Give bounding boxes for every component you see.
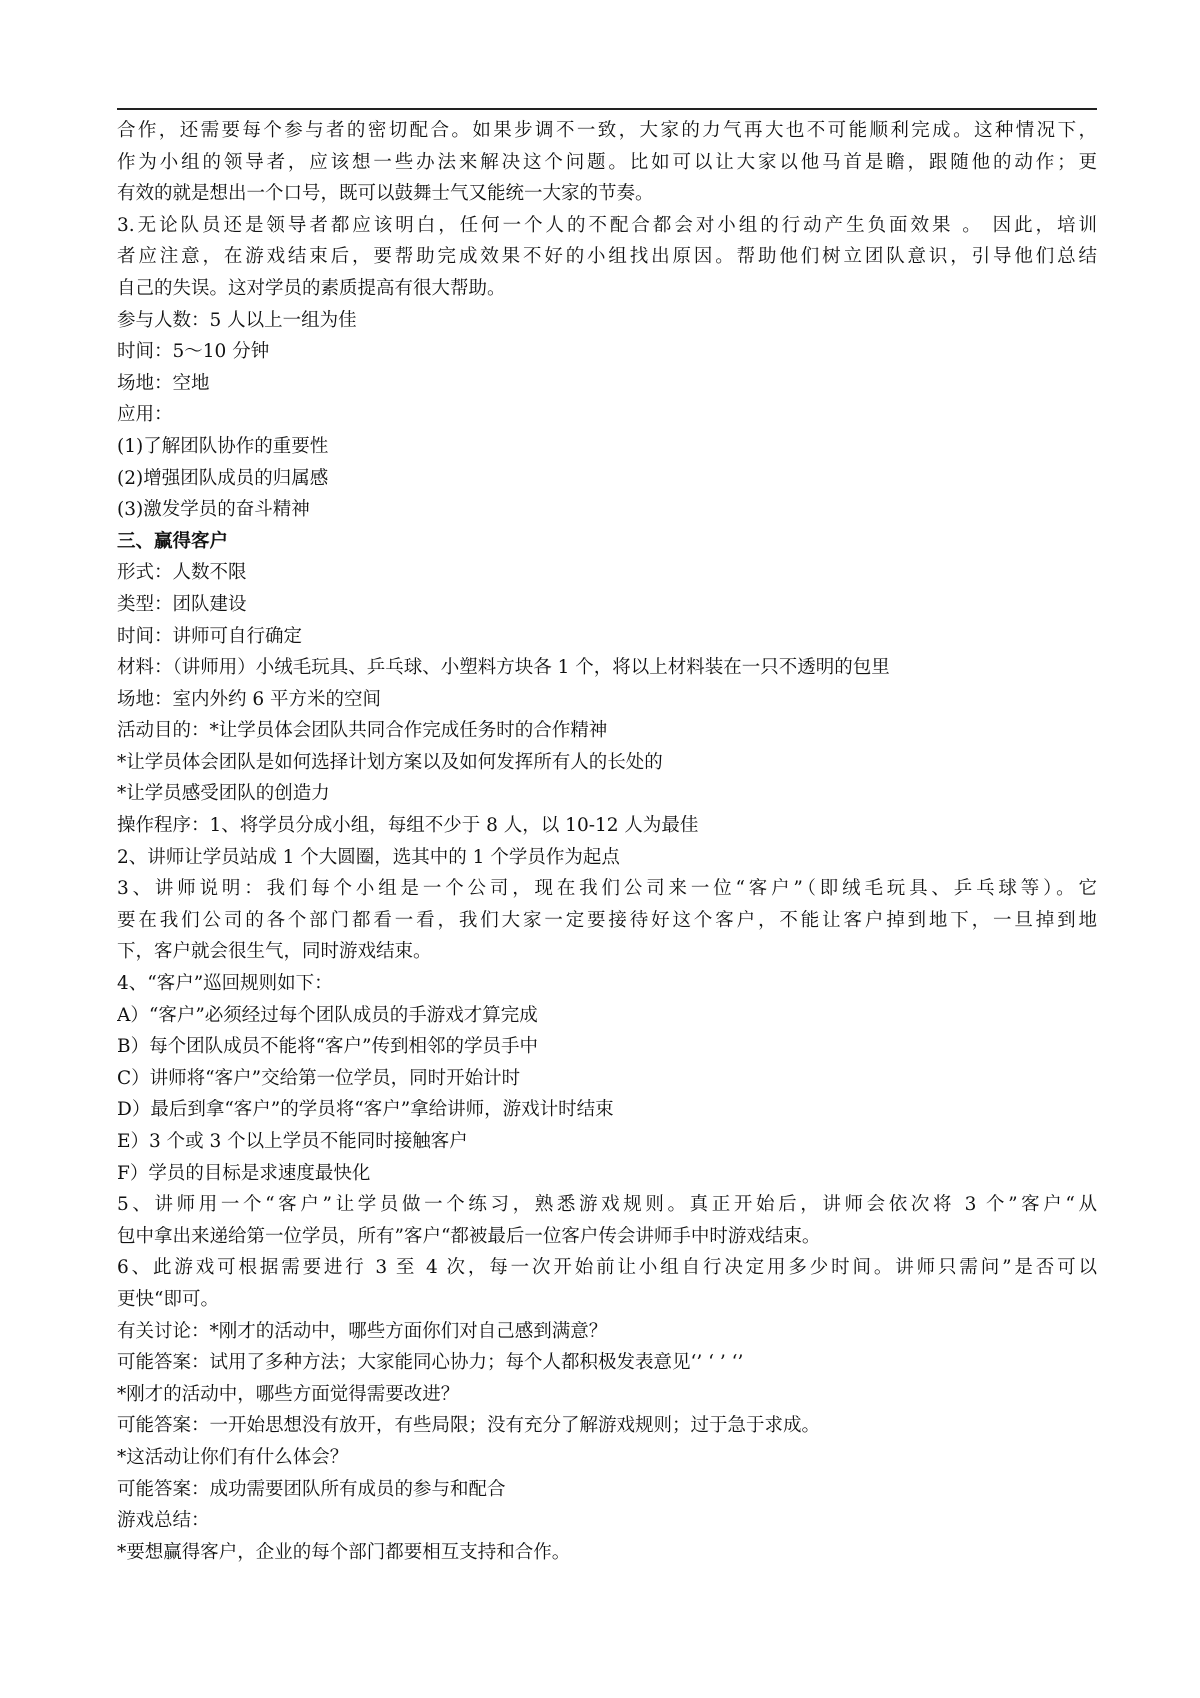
text-line: 自己的失误。这对学员的素质提高有很大帮助。 [117,277,506,299]
text-line: 包中拿出来递给第一位学员，所有”客户“都被最后一位客户传会讲师手中时游戏结束。 [117,1225,821,1247]
rule-item: D）最后到拿“客户”的学员将“客户”拿给讲师，游戏计时结束 [117,1099,614,1121]
purpose-line: *让学员体会团队是如何选择计划方案以及如何发挥所有人的长处的 [117,751,663,773]
step-4-line: 4、“客户”巡回规则如下： [117,973,333,995]
form-line: 形式：人数不限 [117,562,247,584]
materials-line: 材料：（讲师用）小绒毛玩具、乒乓球、小塑料方块各 1 个，将以上材料装在一只不透明的包里 [117,657,890,679]
text-line: 要在我们公司的各个部门都看一看，我们大家一定要接待好这个客户，不能让客户掉到地下，一旦掉到地 [117,909,1097,931]
discussion-line: 有关讨论：*刚才的活动中，哪些方面你们对自己感到满意？ [117,1320,608,1342]
type-line: 类型：团队建设 [117,593,247,615]
discussion-line: *刚才的活动中，哪些方面觉得需要改进？ [117,1383,460,1405]
participants-line: 参与人数：5 人以上一组为佳 [117,309,357,331]
point-3-paragraph [117,210,1097,305]
text-line: 下，客户就会很生气，同时游戏结束。 [117,941,432,963]
text-line: 3、讲师说明：我们每个小组是一个公司，现在我们公司来一位“客户”（即绒毛玩具、乒乓球等）。它 [117,878,1097,900]
step-5-paragraph [117,1189,1097,1252]
step-2-line: 2、讲师让学员站成 1 个大圆圈，选其中的 1 个学员作为起点 [117,846,620,868]
purpose-line: 活动目的：*让学员体会团队共同合作完成任务时的合作精神 [117,720,608,742]
step-1-line: 操作程序：1、将学员分成小组，每组不少于 8 人，以 10-12 人为最佳 [117,815,699,837]
step-3-paragraph [117,873,1097,968]
time-line: 时间：5～10 分钟 [117,341,270,363]
summary-line: *要想赢得客户，企业的每个部门都要相互支持和合作。 [117,1541,571,1563]
rule-item: C）讲师将“客户”交给第一位学员，同时开始计时 [117,1067,521,1089]
summary-label: 游戏总结： [117,1510,210,1532]
text-line: 5、讲师用一个“客户”让学员做一个练习，熟悉游戏规则。真正开始后，讲师会依次将 3 个”客户“从 [117,1194,1097,1216]
rule-item: E）3 个或 3 个以上学员不能同时接触客户 [117,1131,468,1152]
time-line: 时间：讲师可自行确定 [117,625,303,647]
step-6-paragraph [117,1252,1097,1315]
text-line: 3.无论队员还是领导者都应该明白，任何一个人的不配合都会对小组的行动产生负面效果 。 因此，培训 [117,214,1097,236]
rule-item: A）“客户”必须经过每个团队成员的手游戏才算完成 [117,1004,538,1026]
venue-line: 场地：室内外约 6 平方米的空间 [117,688,382,710]
application-item: (1)了解团队协作的重要性 [117,435,329,457]
text-line: 有效的就是想出一个口号，既可以鼓舞士气又能统一大家的节奏。 [117,183,654,205]
document-body [117,115,1097,1568]
discussion-line: 可能答案：试用了多种方法；大家能同心协力；每个人都积极发表意见‘’ ‘ ’ ‘’ [117,1352,744,1374]
text-line: 更快“即可。 [117,1288,219,1310]
header-rule [117,108,1097,110]
section-heading: 三、赢得客户 [117,530,229,552]
application-item: (2)增强团队成员的归属感 [117,467,329,489]
purpose-line: *让学员感受团队的创造力 [117,783,330,805]
discussion-line: 可能答案：成功需要团队所有成员的参与和配合 [117,1478,506,1500]
application-label: 应用： [117,404,173,426]
discussion-line: *这活动让你们有什么体会？ [117,1446,349,1468]
continuation-paragraph [117,115,1097,210]
rule-item: B）每个团队成员不能将“客户”传到相邻的学员手中 [117,1036,539,1058]
text-line: 合作，还需要每个参与者的密切配合。如果步调不一致，大家的力气再大也不可能顺利完成。这种情况下， [117,120,1097,141]
rule-item: F）学员的目标是求速度最快化 [117,1162,371,1184]
application-item: (3)激发学员的奋斗精神 [117,499,310,521]
text-line: 6、此游戏可根据需要进行 3 至 4 次，每一次开始前让小组自行决定用多少时间。讲师只需问”是否可以 [117,1257,1097,1279]
discussion-line: 可能答案：一开始思想没有放开，有些局限；没有充分了解游戏规则；过于急于求成。 [117,1415,821,1437]
text-line: 者应注意，在游戏结束后，要帮助完成效果不好的小组找出原因。帮助他们树立团队意识，引导他们总结 [117,246,1097,268]
venue-line: 场地：空地 [117,372,210,394]
text-line: 作为小组的领导者，应该想一些办法来解决这个问题。比如可以让大家以他马首是瞻，跟随他的动作；更 [117,151,1097,173]
